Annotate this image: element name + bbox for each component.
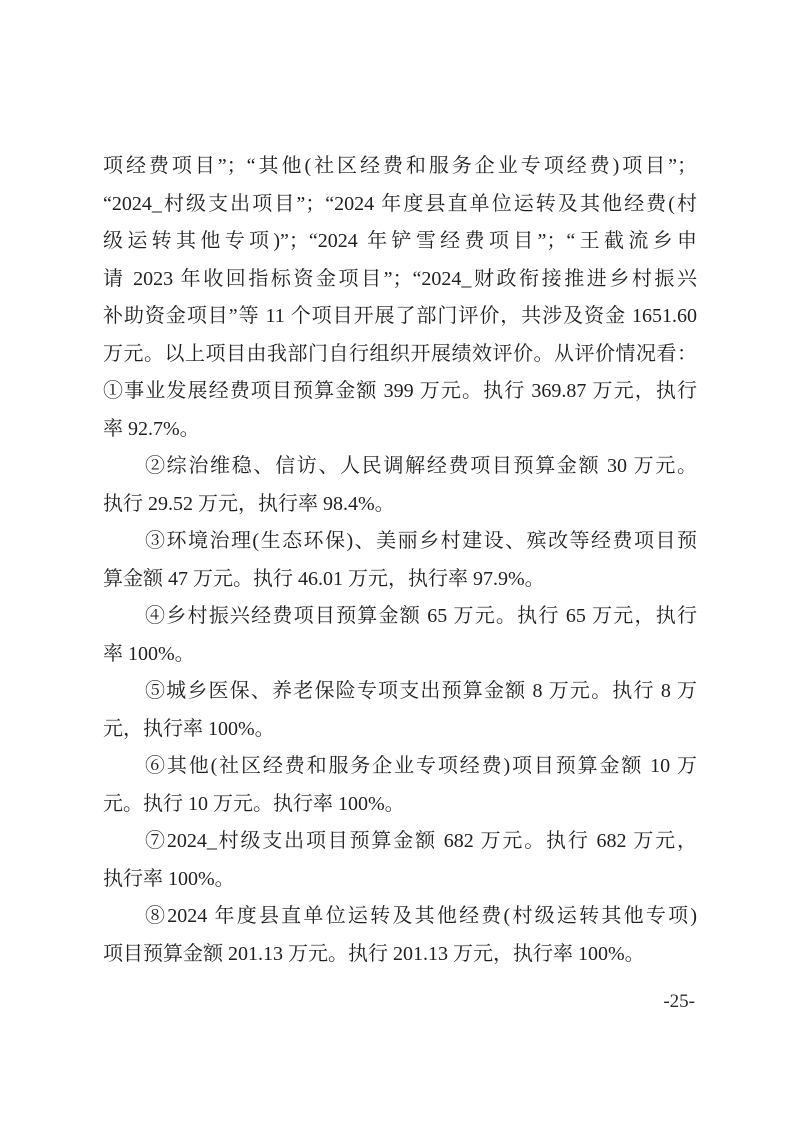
- text-line: 率 92.7%。: [103, 417, 200, 440]
- text-line: ⑦2024_村级支出项目预算金额 682 万元。执行 682 万元，: [145, 830, 697, 852]
- text-line: 万元。以上项目由我部门自行组织开展绩效评价。从评价情况看：: [103, 342, 697, 365]
- text-line: 元。执行 10 万元。执行率 100%。: [103, 792, 405, 815]
- text-line: 项经费项目”；“其他(社区经费和服务企业专项经费)项目”；: [103, 155, 697, 177]
- page-number: -25-: [663, 991, 695, 1012]
- text-line: “2024_村级支出项目”；“2024 年度县直单位运转及其他经费(村: [103, 192, 697, 215]
- text-line: 项目预算金额 201.13 万元。执行 201.13 万元，执行率 100%。: [103, 942, 645, 965]
- text-line: 补助资金项目”等 11 个项目开展了部门评价，共涉及资金 1651.60: [103, 305, 697, 327]
- document-body: [103, 148, 697, 973]
- text-line: ④乡村振兴经费项目预算金额 65 万元。执行 65 万元，执行: [145, 605, 697, 627]
- text-line: 请 2023 年收回指标资金项目”；“2024_财政衔接推进乡村振兴: [103, 267, 697, 290]
- text-line: ⑧2024 年度县直单位运转及其他经费(村级运转其他专项): [145, 905, 697, 927]
- text-line: 执行 29.52 万元，执行率 98.4%。: [103, 492, 395, 515]
- text-line: 率 100%。: [103, 642, 195, 665]
- text-line: 级运转其他专项)”；“2024 年铲雪经费项目”；“王截流乡申: [103, 230, 697, 252]
- text-line: ②综治维稳、信访、人民调解经费项目预算金额 30 万元。: [145, 455, 697, 477]
- text-line: 算金额 47 万元。执行 46.01 万元，执行率 97.9%。: [103, 567, 545, 590]
- text-line: 元，执行率 100%。: [103, 717, 275, 740]
- text-line: 执行率 100%。: [103, 867, 235, 890]
- text-line: ③环境治理(生态环保)、美丽乡村建设、殡改等经费项目预: [145, 530, 697, 552]
- text-line: ⑤城乡医保、养老保险专项支出预算金额 8 万元。执行 8 万: [145, 680, 697, 702]
- text-line: ⑥其他(社区经费和服务企业专项经费)项目预算金额 10 万: [145, 755, 697, 777]
- text-line: ①事业发展经费项目预算金额 399 万元。执行 369.87 万元，执行: [103, 380, 697, 402]
